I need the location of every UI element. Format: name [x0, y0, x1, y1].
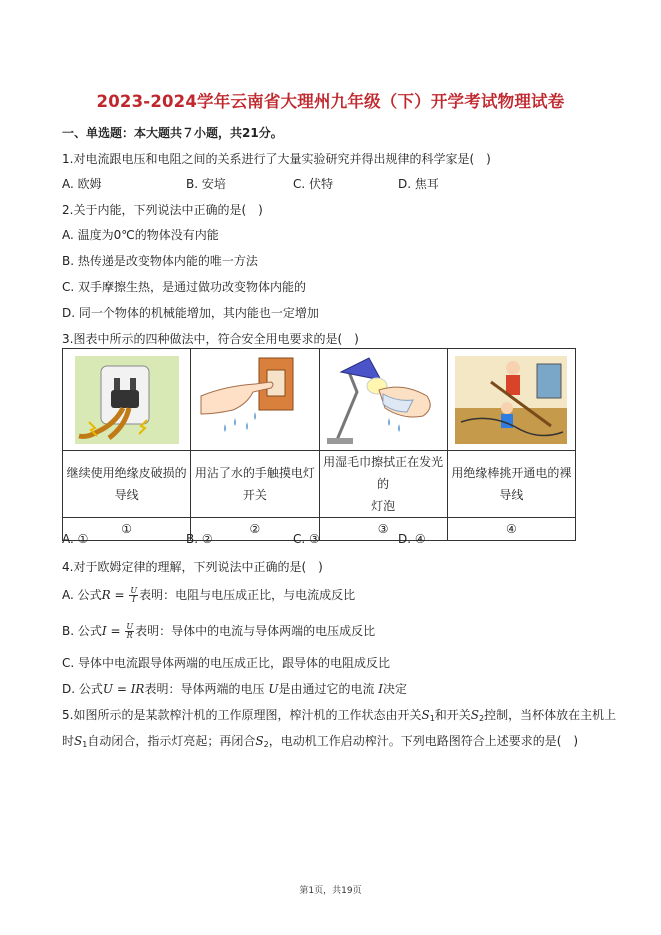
q3-option-a: A. ①: [62, 532, 89, 546]
q1-stem: 1.对电流跟电压和电阻之间的关系进行了大量实验研究并得出规律的科学家是( ): [62, 152, 491, 166]
page-footer: 第1页，共19页: [299, 886, 362, 896]
q2-option-b: B. 热传递是改变物体内能的唯一方法: [62, 254, 258, 268]
insulated-rod-wire-icon: [451, 352, 571, 448]
q5-s1-symbol: S: [421, 708, 430, 722]
q3-caption-3: [319, 451, 447, 518]
q4-d-symbol-i: I: [378, 682, 384, 696]
q5-s2-symbol-2: S: [255, 734, 264, 748]
q5-l2-c: ，电动机工作启动榨汁。下列电路图符合上述要求的是( ): [268, 734, 579, 748]
page-title: 2023-2024学年云南省大理州九年级（下）开学考试物理试卷: [96, 92, 565, 111]
q4-stem: 4.对于欧姆定律的理解，下列说法中正确的是( ): [62, 560, 323, 574]
fraction-numerator: U: [130, 586, 138, 595]
caption-2-line-1: 用沾了水的手触摸电灯: [194, 466, 315, 480]
q4-option-a: [62, 586, 355, 604]
q4-option-c: C. 导体中电流跟导体两端的电压成正比，跟导体的电阻成反比: [62, 656, 391, 670]
q4-d-eq: =: [113, 682, 131, 696]
q3-image-1: [63, 349, 191, 451]
q4-option-b: [62, 622, 375, 640]
caption-1-line-2: 导线: [114, 488, 139, 502]
fraction-numerator: U: [126, 622, 134, 631]
q4-a-fraction: [129, 587, 138, 604]
damaged-wire-outlet-icon: [67, 352, 187, 448]
q3-option-b: B. ②: [186, 532, 213, 546]
q4-b-eq: =: [106, 624, 125, 638]
q4-a-eq: =: [110, 588, 129, 602]
q2-option-a: A. 温度为0℃的物体没有内能: [62, 228, 219, 242]
wet-hand-switch-icon: [195, 352, 315, 448]
q1-option-b: B. 安培: [186, 177, 226, 191]
q1-option-c: C. 伏特: [293, 177, 334, 191]
q1-option-a: A. 欧姆: [62, 177, 102, 191]
q3-number-1: ①: [63, 518, 191, 541]
q3-stem: 3.图表中所示的四种做法中，符合安全用电要求的是( ): [62, 332, 359, 346]
q4-b-symbol: I: [101, 624, 107, 638]
q2-stem: 2.关于内能，下列说法中正确的是( ): [62, 203, 263, 217]
q5-l2-a: 时: [62, 734, 75, 748]
q4-b-fraction: [125, 623, 134, 640]
q5-l1-a: 5.如图所示的是某款榨汁机的工作原理图，榨汁机的工作状态由开关: [62, 708, 422, 722]
q4-d-symbol-u: U: [102, 682, 113, 696]
caption-1-line-1: 继续使用绝缘皮破损的: [66, 466, 187, 480]
q4-b-prefix: B. 公式: [62, 624, 102, 638]
q4-b-text: 表明：导体中的电流与导体两端的电压成反比: [135, 624, 376, 638]
q2-option-c: C. 双手摩擦生热，是通过做功改变物体内能的: [62, 280, 307, 294]
fraction-denominator: R: [126, 631, 133, 640]
q4-option-d: [62, 680, 407, 697]
q2-option-d: D. 同一个物体的机械能增加，其内能也一定增加: [62, 306, 319, 320]
q5-s2-symbol: S: [470, 708, 480, 722]
caption-3-line-1: 用湿毛巾擦拭正在发光的: [323, 455, 444, 491]
q3-number-2: ②: [191, 518, 319, 541]
q3-caption-2: [191, 451, 319, 518]
q5-l1-c: 控制，当杯体放在主机上: [484, 708, 617, 722]
q1-option-d: D. 焦耳: [398, 177, 439, 191]
q4-a-symbol: R: [101, 588, 111, 602]
q3-image-3: [319, 349, 447, 451]
q4-d-text-2: 是由通过它的电流: [278, 682, 375, 696]
q3-caption-1: [63, 451, 191, 518]
q3-option-d: D. ④: [398, 532, 426, 546]
q4-a-prefix: A. 公式: [62, 588, 102, 602]
q4-d-prefix: D. 公式: [62, 682, 103, 696]
fraction-denominator: I: [132, 595, 136, 604]
q5-l2-b: 自动闭合，指示灯亮起；再闭合: [87, 734, 256, 748]
q5-s1-sub-2: 1: [82, 740, 88, 749]
q5-s1-sub: 1: [429, 714, 435, 723]
wet-towel-lamp-icon: [323, 352, 443, 448]
caption-4-line-1: 用绝缘棒挑开通电的裸: [451, 466, 572, 480]
q5-s1-symbol-2: S: [74, 734, 83, 748]
q4-a-text: 表明：电阻与电压成正比，与电流成反比: [139, 588, 356, 602]
q3-image-4: [447, 349, 575, 451]
caption-4-line-2: 导线: [499, 488, 524, 502]
caption-2-line-2: 开关: [242, 488, 267, 502]
q5-s2-sub-2: 2: [263, 740, 269, 749]
q5-s2-sub: 2: [479, 714, 485, 723]
q5-l1-b: 和开关: [434, 708, 471, 722]
q3-caption-4: [447, 451, 575, 518]
caption-3-line-2: 灯泡: [371, 499, 396, 513]
q4-d-symbol-ir: IR: [130, 682, 145, 696]
q3-option-c: C. ③: [293, 532, 320, 546]
q4-d-text-3: 决定: [383, 682, 408, 696]
section-heading: 一、单选题：本大题共７小题，共21分。: [62, 126, 283, 140]
q3-figure-table: [62, 348, 576, 541]
q5-line-2: [62, 732, 578, 749]
q3-number-4: ④: [447, 518, 575, 541]
q5-line-1: [62, 706, 616, 723]
q3-image-2: [191, 349, 319, 451]
q4-d-symbol-u2: U: [268, 682, 279, 696]
q4-d-text-1: 表明：导体两端的电压: [144, 682, 265, 696]
q3-number-3: ③: [319, 518, 447, 541]
